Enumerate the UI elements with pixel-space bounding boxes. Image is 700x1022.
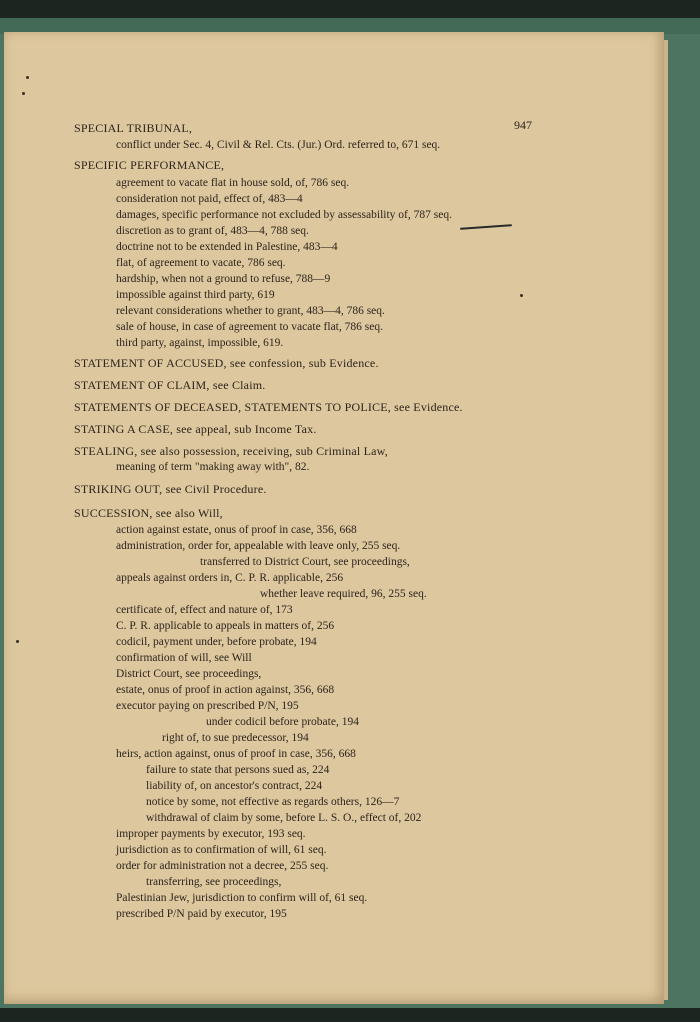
- index-subentry: whether leave required, 96, 255 seq.: [260, 588, 427, 600]
- paper-speck: [22, 92, 25, 95]
- book-page: [4, 32, 664, 1004]
- index-entry: meaning of term "making away with", 82.: [116, 461, 310, 473]
- index-entry: District Court, see proceedings,: [116, 668, 262, 680]
- paper-speck: [520, 294, 523, 297]
- index-entry: damages, specific performance not excluded by assessability of, 787 seq.: [116, 209, 452, 221]
- index-entry: impossible against third party, 619: [116, 289, 275, 301]
- page-number: 947: [514, 118, 532, 132]
- index-heading: STATEMENT OF CLAIM, see Claim.: [74, 378, 266, 392]
- index-entry: consideration not paid, effect of, 483—4: [116, 193, 303, 205]
- index-subentry: transferred to District Court, see proceedings,: [200, 556, 410, 568]
- index-heading: STEALING, see also possession, receiving, sub Criminal Law,: [74, 444, 388, 458]
- index-entry: executor paying on prescribed P/N, 195: [116, 700, 299, 712]
- index-entry: Palestinian Jew, jurisdiction to confirm will of, 61 seq.: [116, 892, 368, 904]
- index-entry: doctrine not to be extended in Palestine, 483—4: [116, 241, 338, 253]
- index-subentry: withdrawal of claim by some, before L. S. O., effect of, 202: [146, 812, 422, 824]
- index-heading: STATEMENTS OF DECEASED, STATEMENTS TO POLICE, see Evidence.: [74, 400, 463, 414]
- index-entry: relevant considerations whether to grant, 483—4, 786 seq.: [116, 305, 385, 317]
- index-heading: SPECIFIC PERFORMANCE,: [74, 158, 225, 172]
- index-entry: codicil, payment under, before probate, 194: [116, 636, 317, 648]
- index-subentry: notice by some, not effective as regards others, 126—7: [146, 796, 400, 808]
- index-subentry: liability of, on ancestor's contract, 224: [146, 780, 323, 792]
- index-entry: certificate of, effect and nature of, 173: [116, 604, 293, 616]
- index-heading: SUCCESSION, see also Will,: [74, 506, 223, 520]
- paper-speck: [26, 76, 29, 79]
- index-subentry: right of, to sue predecessor, 194: [162, 732, 309, 744]
- index-entry: hardship, when not a ground to refuse, 788—9: [116, 273, 331, 285]
- index-entry: agreement to vacate flat in house sold, of, 786 seq.: [116, 177, 350, 189]
- index-heading: STATING A CASE, see appeal, sub Income Tax.: [74, 422, 317, 436]
- index-entry: prescribed P/N paid by executor, 195: [116, 908, 287, 920]
- index-entry: jurisdiction as to confirmation of will, 61 seq.: [116, 844, 327, 856]
- index-entry: estate, onus of proof in action against, 356, 668: [116, 684, 335, 696]
- index-entry: action against estate, onus of proof in case, 356, 668: [116, 524, 357, 536]
- index-entry: discretion as to grant of, 483—4, 788 seq.: [116, 225, 309, 237]
- index-entry: C. P. R. applicable to appeals in matters of, 256: [116, 620, 335, 632]
- index-heading: STRIKING OUT, see Civil Procedure.: [74, 482, 267, 496]
- index-entry: flat, of agreement to vacate, 786 seq.: [116, 257, 286, 269]
- index-subentry: under codicil before probate, 194: [206, 716, 359, 728]
- pencil-underline-mark: [460, 224, 512, 230]
- index-entry: third party, against, impossible, 619.: [116, 337, 284, 349]
- index-entry: appeals against orders in, C. P. R. applicable, 256: [116, 572, 344, 584]
- index-heading: STATEMENT OF ACCUSED, see confession, sub Evidence.: [74, 356, 379, 370]
- index-heading: SPECIAL TRIBUNAL,: [74, 121, 193, 135]
- index-entry: conflict under Sec. 4, Civil & Rel. Cts. (Jur.) Ord. referred to, 671 seq.: [116, 139, 441, 151]
- index-entry: order for administration not a decree, 255 seq.: [116, 860, 329, 872]
- paper-speck: [16, 640, 19, 643]
- index-entry: improper payments by executor, 193 seq.: [116, 828, 306, 840]
- index-entry: confirmation of will, see Will: [116, 652, 252, 664]
- index-entry: heirs, action against, onus of proof in case, 356, 668: [116, 748, 356, 760]
- index-entry: administration, order for, appealable with leave only, 255 seq.: [116, 540, 401, 552]
- index-subentry: transferring, see proceedings,: [146, 876, 282, 888]
- index-entry: sale of house, in case of agreement to vacate flat, 786 seq.: [116, 321, 383, 333]
- index-subentry: failure to state that persons sued as, 224: [146, 764, 330, 776]
